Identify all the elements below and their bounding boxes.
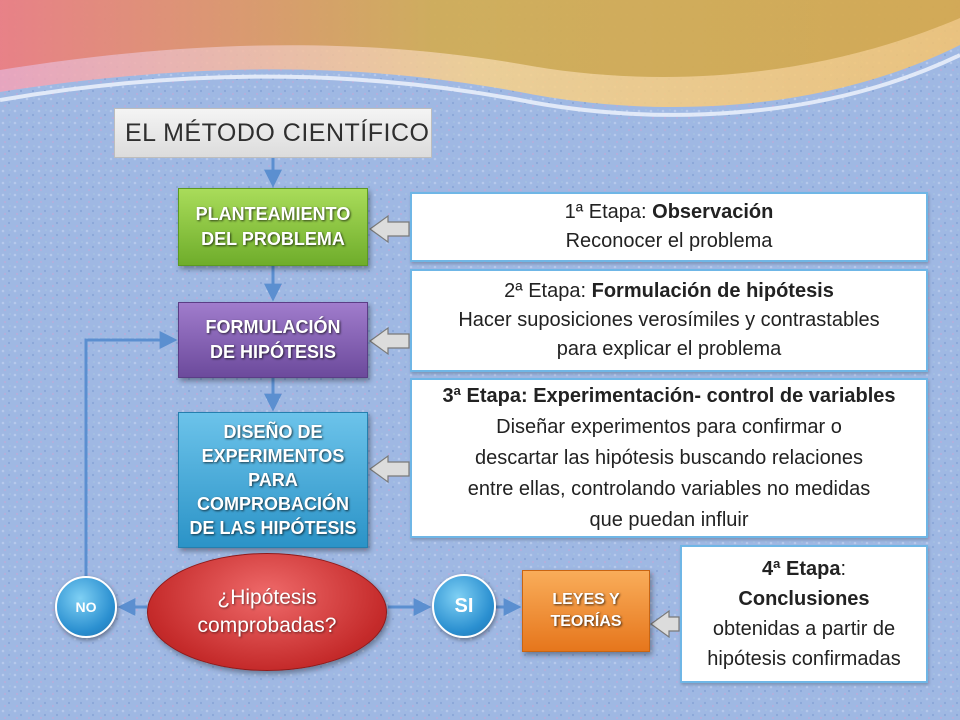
step1-line1: PLANTEAMIENTO [195,204,351,224]
stage-4-heading [762,554,846,584]
stage-3-number: 3ª Etapa: [442,384,534,407]
stage-3-box [410,378,928,538]
result-line2: TEORÍAS [550,613,622,630]
stage-3-desc-4: que puedan influir [589,508,749,531]
result-leyes-teorias [522,570,650,652]
decision-ellipse [147,553,387,671]
stage-2-name: Formulación de hipótesis [591,280,834,302]
stage-1-desc-1: Reconocer el problema [565,230,773,252]
si-circle [432,574,496,638]
stage-1-box [410,192,928,262]
stage-4-sep: : [840,558,847,580]
stage-1-heading [565,198,774,227]
stage-3-desc-1: Diseñar experimentos para confirmar o [496,415,842,438]
stage-3-name: Experimentación- control de variables [533,384,896,407]
stage-1-number: 1ª Etapa [564,201,642,223]
stage-4-desc-2: hipótesis confirmadas [707,648,901,670]
step-formulacion [178,302,368,378]
step3-line4: COMPROBACIÓN [197,494,349,514]
stage-3-desc-3: entre ellas, controlando variables no medidas [467,477,871,500]
stage-2-sep: : [580,280,592,302]
title-text: EL MÉTODO CIENTÍFICO [125,118,430,147]
step2-line1: FORMULACIÓN [205,317,341,337]
stage-1-name: Observación [652,201,774,223]
stage-4-desc-1: obtenidas a partir de [712,618,896,640]
step1-line2: DEL PROBLEMA [201,229,345,249]
step2-line2: DE HIPÓTESIS [209,342,336,362]
stage-2-number: 2ª Etapa [504,280,581,302]
si-label: SI [454,594,474,617]
stage-1-sep: : [641,201,653,223]
step3-line1: DISEÑO DE [223,422,323,442]
stage-3-desc-2: descartar las hipótesis buscando relaciones [475,446,863,469]
no-label: NO [75,599,97,615]
decision-line2: comprobadas? [197,614,337,637]
stage-4-box [680,545,928,683]
stage-2-desc-2: para explicar el problema [556,338,782,360]
step-diseno [178,412,368,548]
stage-2-heading [504,277,834,306]
step3-line2: EXPERIMENTOS [201,446,345,466]
stage-4-number: 4ª Etapa [761,558,841,580]
no-circle [55,576,117,638]
result-line1: LEYES Y [552,591,620,608]
stage-3-heading [442,381,895,412]
step-planteamiento [178,188,368,266]
stage-2-box [410,269,928,372]
stage-2-desc-1: Hacer suposiciones verosímiles y contrastables [458,309,880,331]
diagram-title [114,108,432,158]
stage-4-name: Conclusiones [738,588,870,610]
decision-line1: ¿Hipótesis [217,586,317,609]
step3-line3: PARA [248,470,298,490]
step3-line5: DE LAS HIPÓTESIS [189,518,357,538]
